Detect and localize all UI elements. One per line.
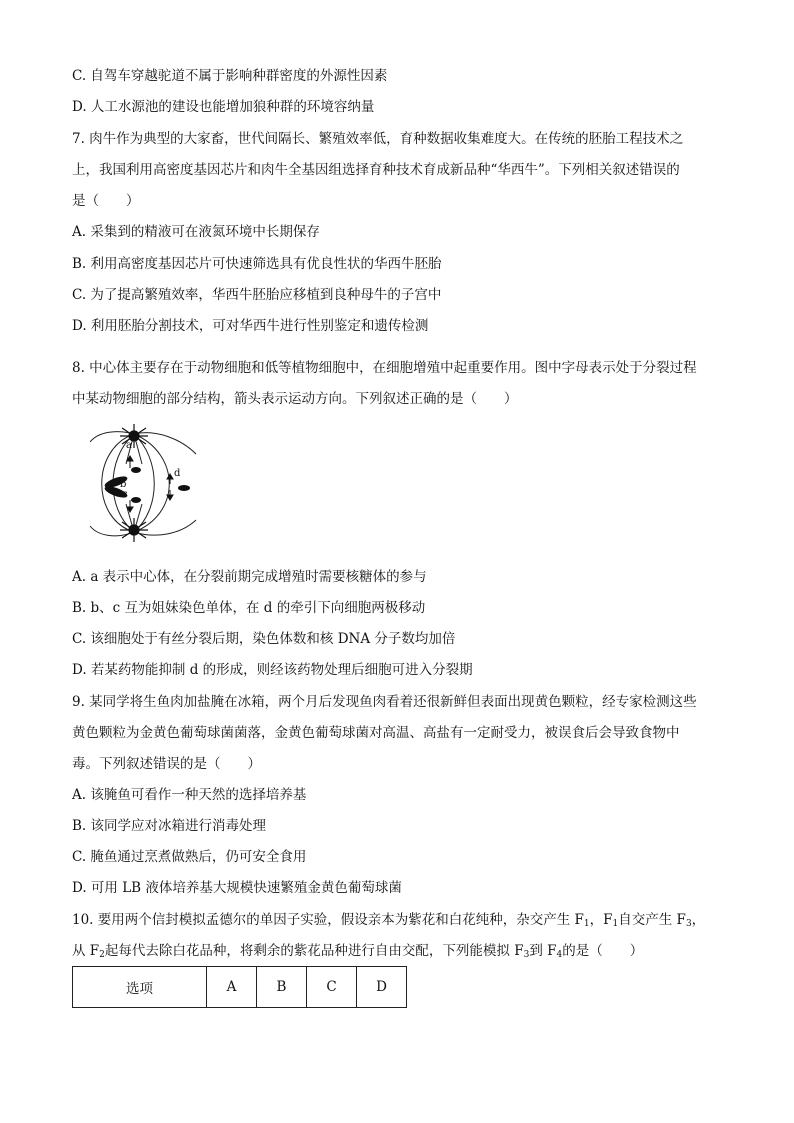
centrosome-top (120, 424, 148, 448)
q9-stem-line1: 9. 某同学将生鱼肉加盐腌在冰箱，两个月后发现鱼肉看着还很新鲜但表面出现黄色颗粒，经专家检测这些 (72, 694, 697, 710)
q8-option-b: B. b、c 互为姐妹染色单体，在 d 的牵引下向细胞两极移动 (72, 600, 426, 616)
fig-label-a: a (126, 440, 132, 451)
q10-stem-line1: 10. 要用两个信封模拟孟德尔的单因子实验，假设亲本为紫花和白花纯种，杂交产生 $F_1$，$F_1$自交产生 $F_3$， (72, 912, 706, 929)
q8-option-a: A. a 表示中心体，在分裂前期完成增殖时需要核糖体的参与 (72, 569, 427, 585)
q7-stem-line3: 是（ ） (72, 193, 140, 209)
q8-stem-line1: 8. 中心体主要存在于动物细胞和低等植物细胞中，在细胞增殖中起重要作用。图中字母表示处于分裂过程 (72, 360, 697, 376)
q9-option-c: C. 腌鱼通过烹煮做熟后，仍可安全食用 (72, 849, 307, 865)
q7-option-a: A. 采集到的精液可在液氮环境中长期保存 (72, 224, 320, 240)
q6-option-d: D. 人工水源池的建设也能增加狼种群的环境容纳量 (72, 99, 375, 115)
q7-stem-line2: 上，我国利用高密度基因芯片和肉牛全基因组选择育种技术育成新品种“华西牛”。下列相关叙述错误的 (72, 162, 680, 178)
cell-division-figure (86, 424, 216, 546)
q7-option-d: D. 利用胚胎分割技术，可对华西牛进行性别鉴定和遗传检测 (72, 318, 429, 334)
q9-stem-line3: 毒。下列叙述错误的是（ ） (72, 756, 261, 772)
q9-option-d: D. 可用 LB 液体培养基大规模快速繁殖金黄色葡萄球菌 (72, 880, 402, 896)
fig-label-d: d (174, 468, 181, 479)
q8-option-d: D. 若某药物能抑制 d 的形成，则经该药物处理后细胞可进入分裂期 (72, 662, 473, 678)
q8-stem-line2: 中某动物细胞的部分结构，箭头表示运动方向。下列叙述正确的是（ ） (72, 391, 518, 407)
q10-stem-line2: 从 $F_2$起每代去除白花品种，将剩余的紫花品种进行自由交配，下列能模拟 $F_3$到 $F_4$的是（ ） (72, 943, 644, 960)
fig-label-c: c (122, 489, 128, 500)
q7-option-c: C. 为了提高繁殖效率，华西牛胚胎应移植到良种母牛的子宫中 (72, 287, 442, 303)
table-cell-header: 选项 (73, 967, 207, 1008)
table-row (73, 967, 407, 1008)
table-cell-c: C (307, 967, 357, 1008)
q8-option-c: C. 该细胞处于有丝分裂后期，染色体数和核 DNA 分子数均加倍 (72, 631, 456, 647)
q9-option-a: A. 该腌鱼可看作一种天然的选择培养基 (72, 787, 307, 803)
table-cell-b: B (257, 967, 307, 1008)
q7-stem-line1: 7. 肉牛作为典型的大家畜，世代间隔长、繁殖效率低，育种数据收集难度大。在传统的胚胎工程技术之 (72, 131, 684, 147)
q6-option-c: C. 自驾车穿越驼道不属于影响种群密度的外源性因素 (72, 68, 388, 84)
table-cell-a: A (207, 967, 257, 1008)
q10-options-table (72, 966, 407, 1008)
q9-option-b: B. 该同学应对冰箱进行消毒处理 (72, 818, 267, 834)
fig-label-b: b (120, 479, 127, 490)
q7-option-b: B. 利用高密度基因芯片可快速筛选具有优良性状的华西牛胚胎 (72, 256, 442, 272)
q9-stem-line2: 黄色颗粒为金黄色葡萄球菌菌落，金黄色葡萄球菌对高温、高盐有一定耐受力，被误食后会导致食物中 (72, 725, 680, 741)
table-cell-d: D (357, 967, 407, 1008)
